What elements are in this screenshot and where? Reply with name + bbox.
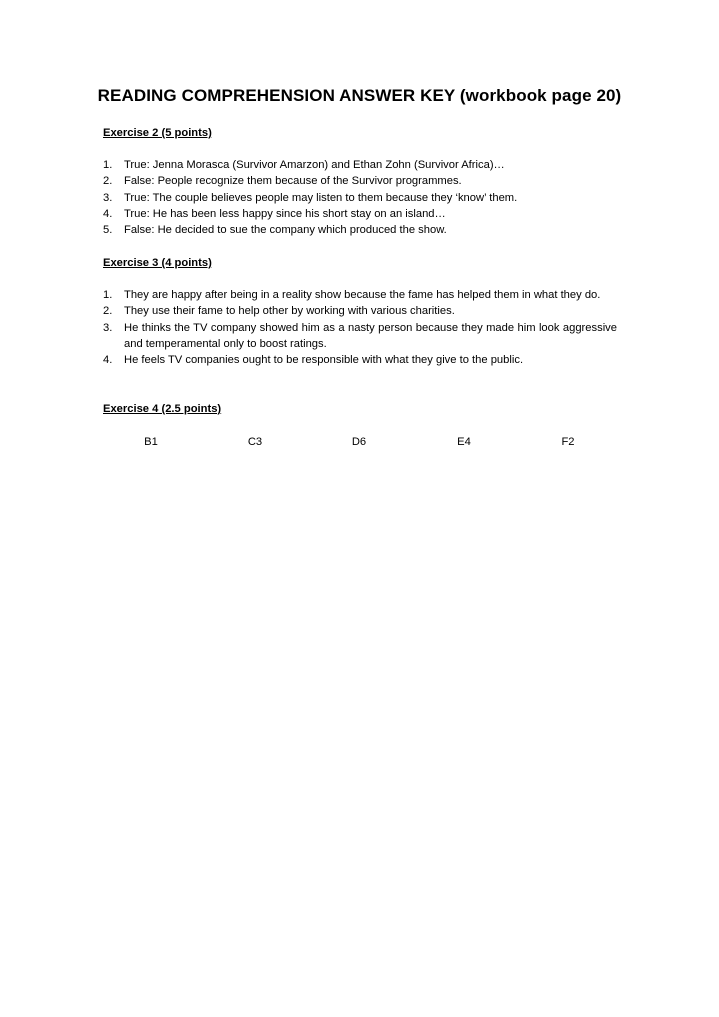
exercise-3-answer-list <box>103 287 617 368</box>
item-number: 4. <box>103 354 113 367</box>
list-item <box>103 206 617 222</box>
match-answer: F2 <box>561 436 575 449</box>
item-text: True: The couple believes people may listen to them because they ‘know’ them. <box>124 191 518 204</box>
item-text: They are happy after being in a reality show because the fame has helped them in what they do. <box>124 289 601 302</box>
match-answer: E4 <box>457 436 471 449</box>
list-item <box>103 287 617 303</box>
match-answer: D6 <box>351 436 367 449</box>
item-text: He thinks the TV company showed him as a nasty person because they made him look aggressive and temperamental only to boost ratings. <box>124 321 617 350</box>
exercise-4-heading: Exercise 4 (2.5 points) <box>103 403 222 415</box>
list-item <box>103 173 617 189</box>
item-number: 1. <box>103 289 113 302</box>
exercise-3-section <box>103 255 617 368</box>
exercise-2-answer-list <box>103 157 617 238</box>
exercise-4-answer-row <box>103 434 617 450</box>
item-text: He feels TV companies ought to be responsible with what they give to the public. <box>124 354 524 367</box>
item-number: 1. <box>103 159 113 172</box>
list-item <box>103 303 617 319</box>
exercise-2-section <box>103 125 617 238</box>
page-title: READING COMPREHENSION ANSWER KEY (workbook page 20) <box>97 86 622 105</box>
list-item <box>103 320 617 352</box>
item-text: True: He has been less happy since his short stay on an island… <box>124 207 446 220</box>
match-answer: C3 <box>247 436 263 449</box>
item-number: 2. <box>103 175 113 188</box>
exercise-4-section <box>103 401 617 450</box>
item-text: True: Jenna Morasca (Survivor Amarzon) and Ethan Zohn (Survivor Africa)… <box>124 159 505 172</box>
exercise-3-heading: Exercise 3 (4 points) <box>103 257 212 269</box>
item-number: 5. <box>103 224 113 237</box>
item-number: 3. <box>103 321 113 334</box>
item-number: 2. <box>103 305 113 318</box>
exercise-2-heading: Exercise 2 (5 points) <box>103 127 212 139</box>
list-item <box>103 222 617 238</box>
match-answer: B1 <box>144 436 158 449</box>
list-item <box>103 190 617 206</box>
item-text: They use their fame to help other by working with various charities. <box>124 305 455 318</box>
item-number: 3. <box>103 191 113 204</box>
item-text: False: People recognize them because of the Survivor programmes. <box>124 175 462 188</box>
list-item <box>103 352 617 368</box>
list-item <box>103 157 617 173</box>
item-number: 4. <box>103 207 113 220</box>
item-text: False: He decided to sue the company which produced the show. <box>124 224 447 237</box>
